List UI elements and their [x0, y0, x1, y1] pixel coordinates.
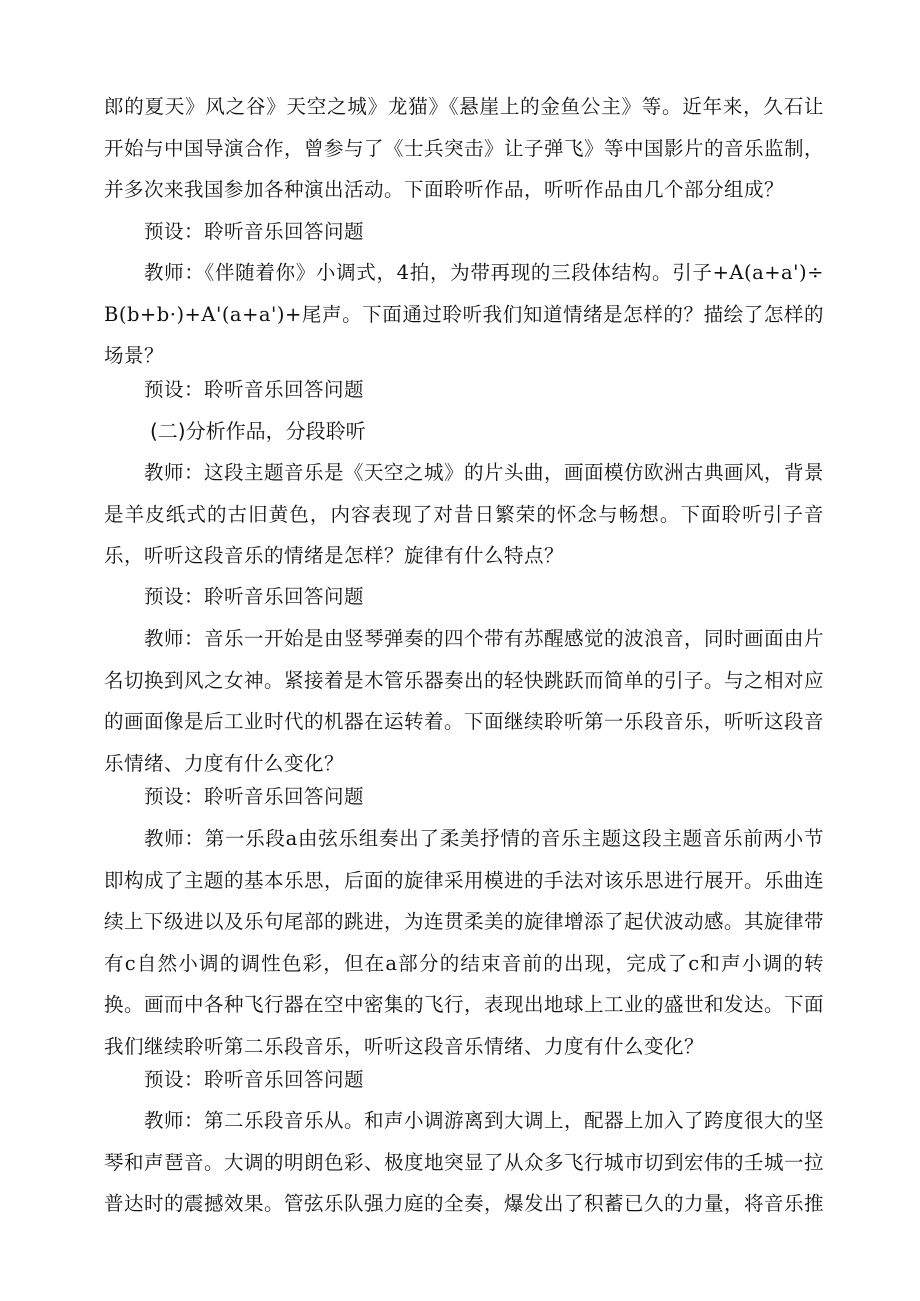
paragraph-intro-continued: 郎的夏天》风之谷》天空之城》龙猫》《悬崖上的金鱼公主》等。近年来，久石让开始与中国导演合作，曾参与了《士兵突击》让子弹飞》等中国影片的音乐监制，并多次来我国参加各种演出活动。下面聆听作品，听听作品由几个部分组成？: [104, 95, 825, 201]
paragraph-preset-4: 预设：聆听音乐回答问题: [144, 785, 365, 808]
section-heading: (二)分析作品，分段聆听: [150, 419, 366, 443]
paragraph-teacher-structure: 教师：《伴随着你》小调式，4拍，为带再现的三段体结构。引子+A(a+a')÷B(b+b·)+A'(a+a')+尾声。下面通过聆听我们知道情绪是怎样的？描绘了怎样的场景？: [104, 261, 824, 367]
paragraph-teacher-theme: 教师：这段主题音乐是《天空之城》的片头曲，画面模仿欧洲古典画风，背景是羊皮纸式的古旧黄色，内容表现了对昔日繁荣的怀念与畅想。下面聆听引子音乐，听听这段音乐的情绪是怎样？旋律有什么特点？: [104, 461, 825, 567]
paragraph-preset-5: 预设：聆听音乐回答问题: [144, 1068, 365, 1091]
paragraph-teacher-intro: 教师：音乐一开始是由竖琴弹奏的四个带有苏醒感觉的波浪音，同时画面由片名切换到风之女神。紧接着是木管乐器奏出的轻快跳跃而简单的引子。与之相对应的画面像是后工业时代的机器在运转着。下面继续聆听第一乐段音乐，听听这段音乐情绪、力度有什么变化？: [104, 627, 825, 775]
paragraph-teacher-section-b: 教师：第二乐段音乐从。和声小调游离到大调上，配器上加入了跨度很大的坚琴和声琶音。大调的明朗色彩、极度地突显了从众多飞行城市切到宏伟的壬城一拉普达时的震撼效果。管弦乐队强力庭的全奏，爆发出了积蓄已久的力量，将音乐推: [104, 1109, 825, 1215]
paragraph-preset-3: 预设：聆听音乐回答问题: [144, 585, 365, 608]
paragraph-preset-2: 预设：聆听音乐回答问题: [144, 378, 365, 401]
paragraph-preset-1: 预设：聆听音乐回答问题: [144, 220, 365, 243]
paragraph-teacher-section-a: 教师：第一乐段a由弦乐组奏出了柔美抒情的音乐主题这段主题音乐前两小节即构成了主题的基本乐思，后面的旋律采用模进的手法对该乐思进行展开。乐曲连续上下级进以及乐句尾部的跳进，为连贯柔美的旋律增添了起伏波动感。其旋律带有c自然小调的调性色彩，但在a部分的结束音前的出现，完成了c和声小调的转换。画而中各种飞行器在空中密集的飞行，表现出地球上工业的盛世和发达。下面我们继续聆听第二乐段音乐，听听这段音乐情绪、力度有什么变化？: [104, 827, 825, 1058]
